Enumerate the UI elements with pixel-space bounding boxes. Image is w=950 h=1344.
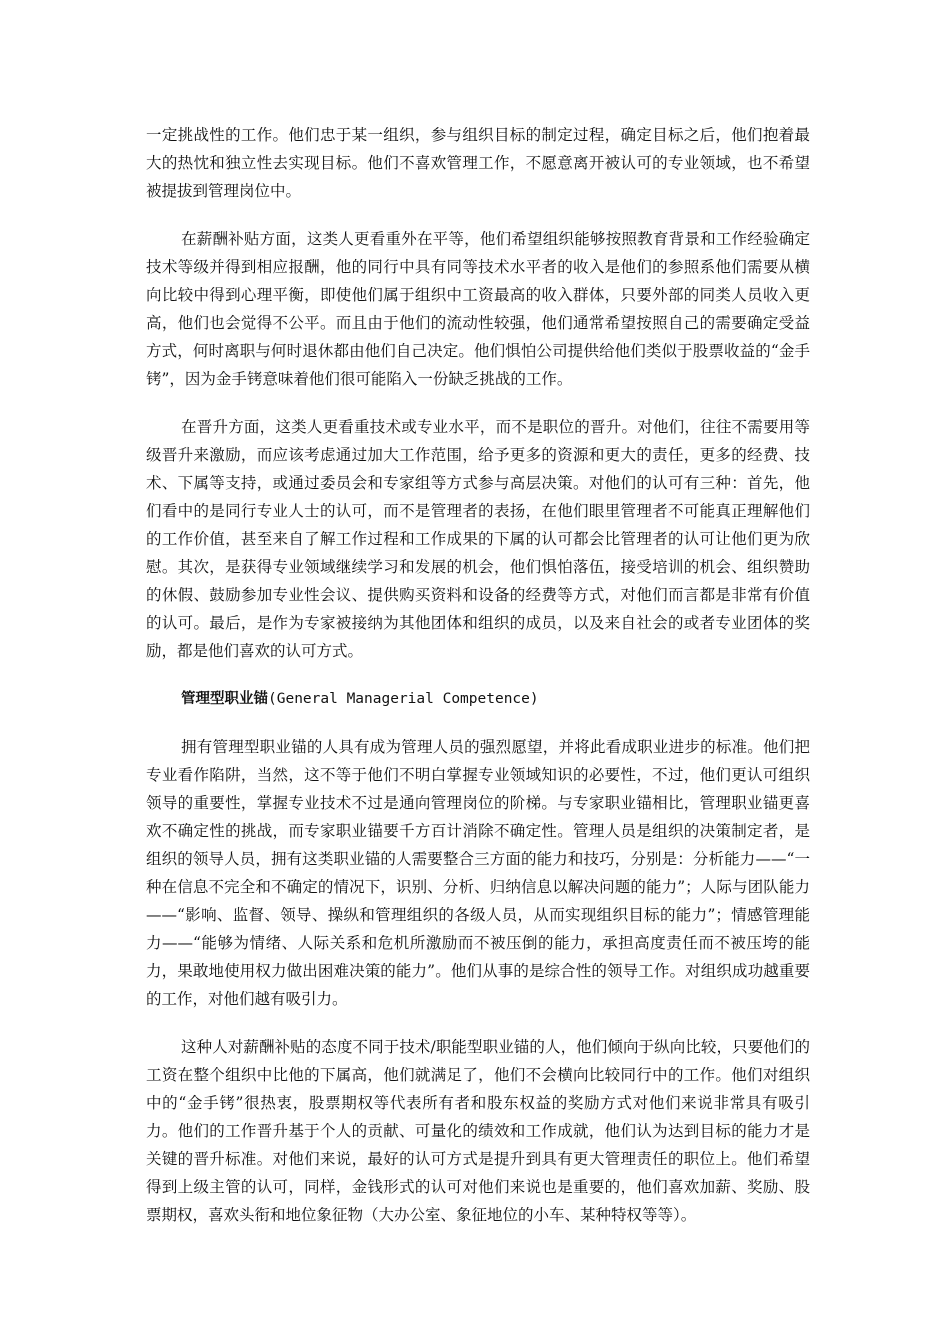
document-page <box>146 121 810 1249</box>
paragraph-continuation: 一定挑战性的工作。他们忠于某一组织，参与组织目标的制定过程，确定目标之后，他们抱着最大的热忱和独立性去实现目标。他们不喜欢管理工作，不愿意离开被认可的专业领域，也不希望被提拔到管理岗位中。 <box>146 126 810 200</box>
section-heading-en: (General Managerial Competence) <box>268 691 539 707</box>
paragraph-promotion: 在晋升方面，这类人更看重技术或专业水平，而不是职位的晋升。对他们，往往不需要用等级晋升来激励，而应该考虑通过加大工作范围，给予更多的资源和更大的责任，更多的经费、技术、下属等支持，或通过委员会和专家组等方式参与高层决策。对他们的认可有三种：首先，他们看中的是同行专业人士的认可，而不是管理者的表扬，在他们眼里管理者不可能真正理解他们的工作价值，甚至来自了解工作过程和工作成果的下属的认可都会比管理者的认可让他们更为欣慰。其次，是获得专业领域继续学习和发展的机会，他们惧怕落伍，接受培训的机会、组织赞助的休假、鼓励参加专业性会议、提供购买资料和设备的经费等方式，对他们而言都是非常有价值的认可。最后，是作为专家被接纳为其他团体和组织的成员，以及来自社会的或者专业团体的奖励，都是他们喜欢的认可方式。 <box>146 418 810 660</box>
section-heading <box>146 685 810 713</box>
section-heading-cn: 管理型职业锚 <box>181 691 268 707</box>
paragraph-managerial-compensation: 这种人对薪酬补贴的态度不同于技术/职能型职业锚的人，他们倾向于纵向比较，只要他们的工资在整个组织中比他的下属高，他们就满足了，他们不会横向比较同行中的工作。他们对组织中的“金手铐”很热衷，股票期权等代表所有者和股东权益的奖励方式对他们来说非常具有吸引力。他们的工作晋升基于个人的贡献、可量化的绩效和工作成就，他们认为达到目标的能力才是关键的晋升标准。对他们来说，最好的认可方式是提升到具有更大管理责任的职位上。他们希望得到上级主管的认可，同样，金钱形式的认可对他们来说也是重要的，他们喜欢加薪、奖励、股票期权，喜欢头衔和地位象征物（大办公室、象征地位的小车、某种特权等等）。 <box>146 1038 810 1224</box>
paragraph-managerial-intro: 拥有管理型职业锚的人具有成为管理人员的强烈愿望，并将此看成职业进步的标准。他们把专业看作陷阱，当然，这不等于他们不明白掌握专业领域知识的必要性，不过，他们更认可组织领导的重要性，掌握专业技术不过是通向管理岗位的阶梯。与专家职业锚相比，管理职业锚更喜欢不确定性的挑战，而专家职业锚要千方百计消除不确定性。管理人员是组织的决策制定者，是组织的领导人员，拥有这类职业锚的人需要整合三方面的能力和技巧，分别是：分析能力——“一种在信息不完全和不确定的情况下，识别、分析、归纳信息以解决问题的能力”；人际与团队能力——“影响、监督、领导、操纵和管理组织的各级人员，从而实现组织目标的能力”；情感管理能力——“能够为情绪、人际关系和危机所激励而不被压倒的能力，承担高度责任而不被压垮的能力，果敢地使用权力做出困难决策的能力”。他们从事的是综合性的领导工作。对组织成功越重要的工作，对他们越有吸引力。 <box>146 738 810 1008</box>
paragraph-compensation: 在薪酬补贴方面，这类人更看重外在平等，他们希望组织能够按照教育背景和工作经验确定技术等级并得到相应报酬，他的同行中具有同等技术水平者的收入是他们的参照系他们需要从横向比较中得到心理平衡，即使他们属于组织中工资最高的收入群体，只要外部的同类人员收入更高，他们也会觉得不公平。而且由于他们的流动性较强，他们通常希望按照自己的需要确定受益方式，何时离职与何时退休都由他们自己决定。他们惧怕公司提供给他们类似于股票收益的“金手铐”，因为金手铐意味着他们很可能陷入一份缺乏挑战的工作。 <box>146 230 810 388</box>
